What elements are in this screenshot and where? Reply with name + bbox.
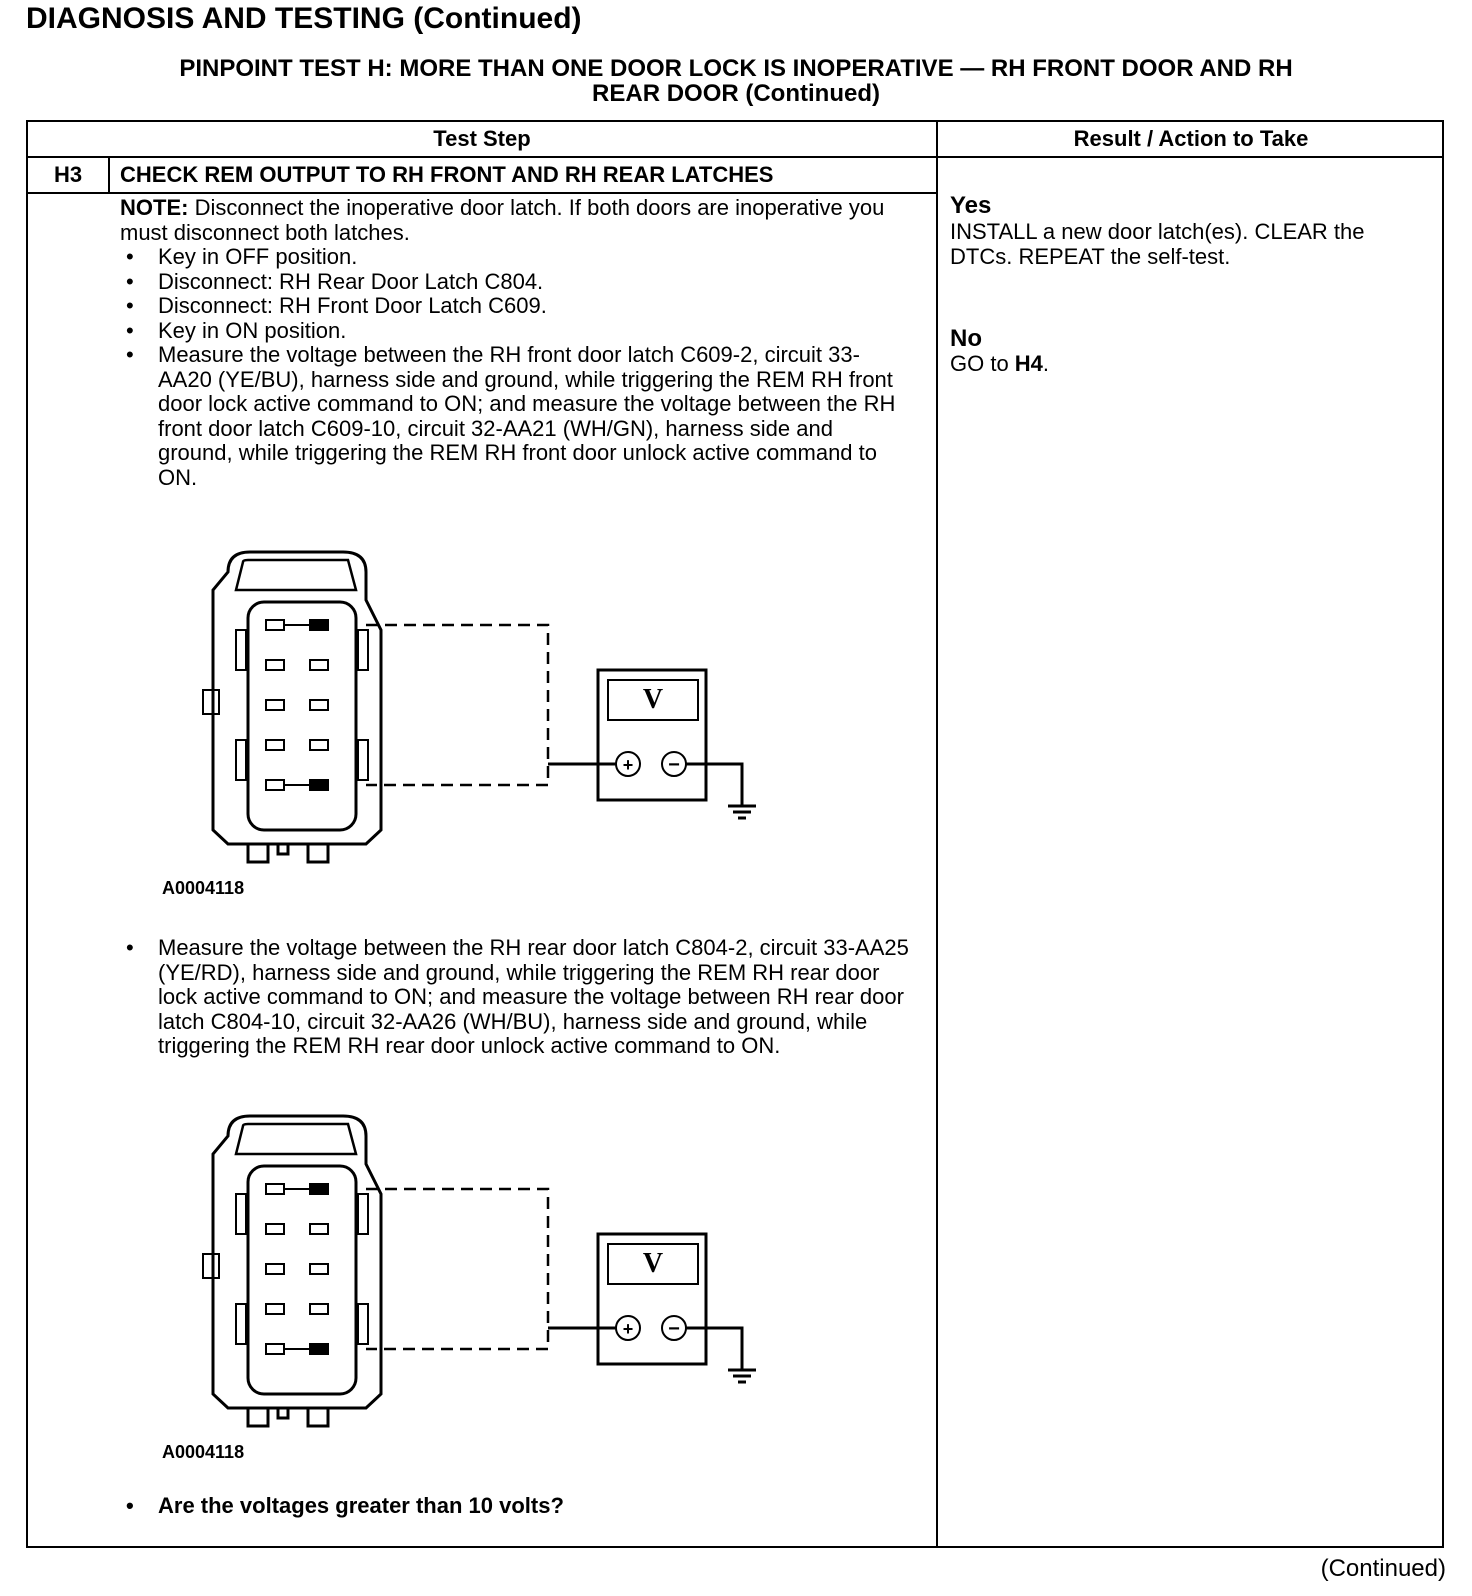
test-title-line-1: PINPOINT TEST H: MORE THAN ONE DOOR LOCK IS INOPERATIVE — RH FRONT DOOR AND RH [179, 55, 1293, 82]
step-title: CHECK REM OUTPUT TO RH FRONT AND RH REAR LATCHES [120, 162, 774, 187]
note-label: NOTE: [120, 195, 189, 220]
connector-voltmeter-diagram-2 [188, 1104, 788, 1444]
header-test-step: Test Step [433, 126, 531, 151]
connector-pins [266, 620, 328, 790]
bullet-item: • Disconnect: RH Front Door Latch C609. [120, 294, 910, 319]
connector-body [203, 552, 381, 862]
goto-step-link[interactable]: H4 [1014, 351, 1043, 376]
result-no-text [950, 352, 1049, 377]
question-list [120, 1494, 910, 1519]
step-id: H3 [53, 162, 83, 187]
question: • Are the voltages greater than 10 volts? [120, 1494, 910, 1519]
bullet-item: • Measure the voltage between the RH rear door latch C804-2, circuit 33-AA25 (YE/RD), harness side and ground, while triggering the REM RH rear door lock active command to ON; and measure the voltage between RH rear door latch C804-10, circuit 32-AA26 (WH/BU), harness side and ground, while triggering the REM RH rear door unlock active command to ON. [120, 936, 910, 1059]
result-yes-text: INSTALL a new door latch(es). CLEAR the DTCs. REPEAT the self-test. [950, 219, 1365, 269]
test-leads [366, 625, 548, 785]
pinpoint-test-table [26, 120, 1444, 1548]
result-yes-label: Yes [950, 192, 992, 219]
connector-pins [266, 1184, 328, 1354]
pinpoint-test-title [26, 56, 1446, 106]
plus-terminal: + [622, 1319, 634, 1339]
connector-body [203, 1116, 381, 1426]
continued-footer: (Continued) [1320, 1555, 1446, 1582]
bullet-list-1 [120, 245, 910, 490]
figure-2-label: A0004118 [162, 1442, 245, 1462]
figure-1-label: A0004118 [162, 878, 245, 898]
note-text: Disconnect the inoperative door latch. If both doors are inoperative you must disconnect both latches. [120, 195, 885, 245]
minus-terminal: − [668, 1318, 680, 1340]
test-leads [366, 1189, 548, 1349]
header-rule [28, 156, 1442, 158]
connector-voltmeter-diagram-1 [188, 540, 788, 880]
step-title-rule [28, 192, 936, 194]
test-title-line-2: REAR DOOR (Continued) [592, 80, 880, 107]
voltmeter-symbol: V [642, 684, 664, 715]
bullet-item: • Key in OFF position. [120, 245, 910, 270]
header-result-action: Result / Action to Take [1073, 126, 1309, 151]
voltmeter-symbol: V [642, 1248, 664, 1279]
page-heading: DIAGNOSIS AND TESTING (Continued) [26, 2, 582, 35]
bullet-item: • Disconnect: RH Rear Door Latch C804. [120, 270, 910, 295]
step-id-divider [108, 158, 110, 192]
bullet-item: • Measure the voltage between the RH front door latch C609-2, circuit 33-AA20 (YE/BU), harness side and ground, while triggering the REM RH front door lock active command to ON; and measure the voltage between the RH front door latch C609-10, circuit 32-AA21 (WH/GN), harness side and ground, while triggering the REM RH front door unlock active command to ON. [120, 343, 910, 490]
result-no-label: No [950, 325, 982, 352]
no-text-suffix: . [1042, 351, 1050, 376]
plus-terminal: + [622, 755, 634, 775]
column-divider [936, 122, 938, 1546]
no-text-prefix: GO to [950, 351, 1015, 376]
minus-terminal: − [668, 754, 680, 776]
bullet-list-2 [120, 936, 910, 1059]
note [120, 196, 900, 245]
bullet-item: • Key in ON position. [120, 319, 910, 344]
